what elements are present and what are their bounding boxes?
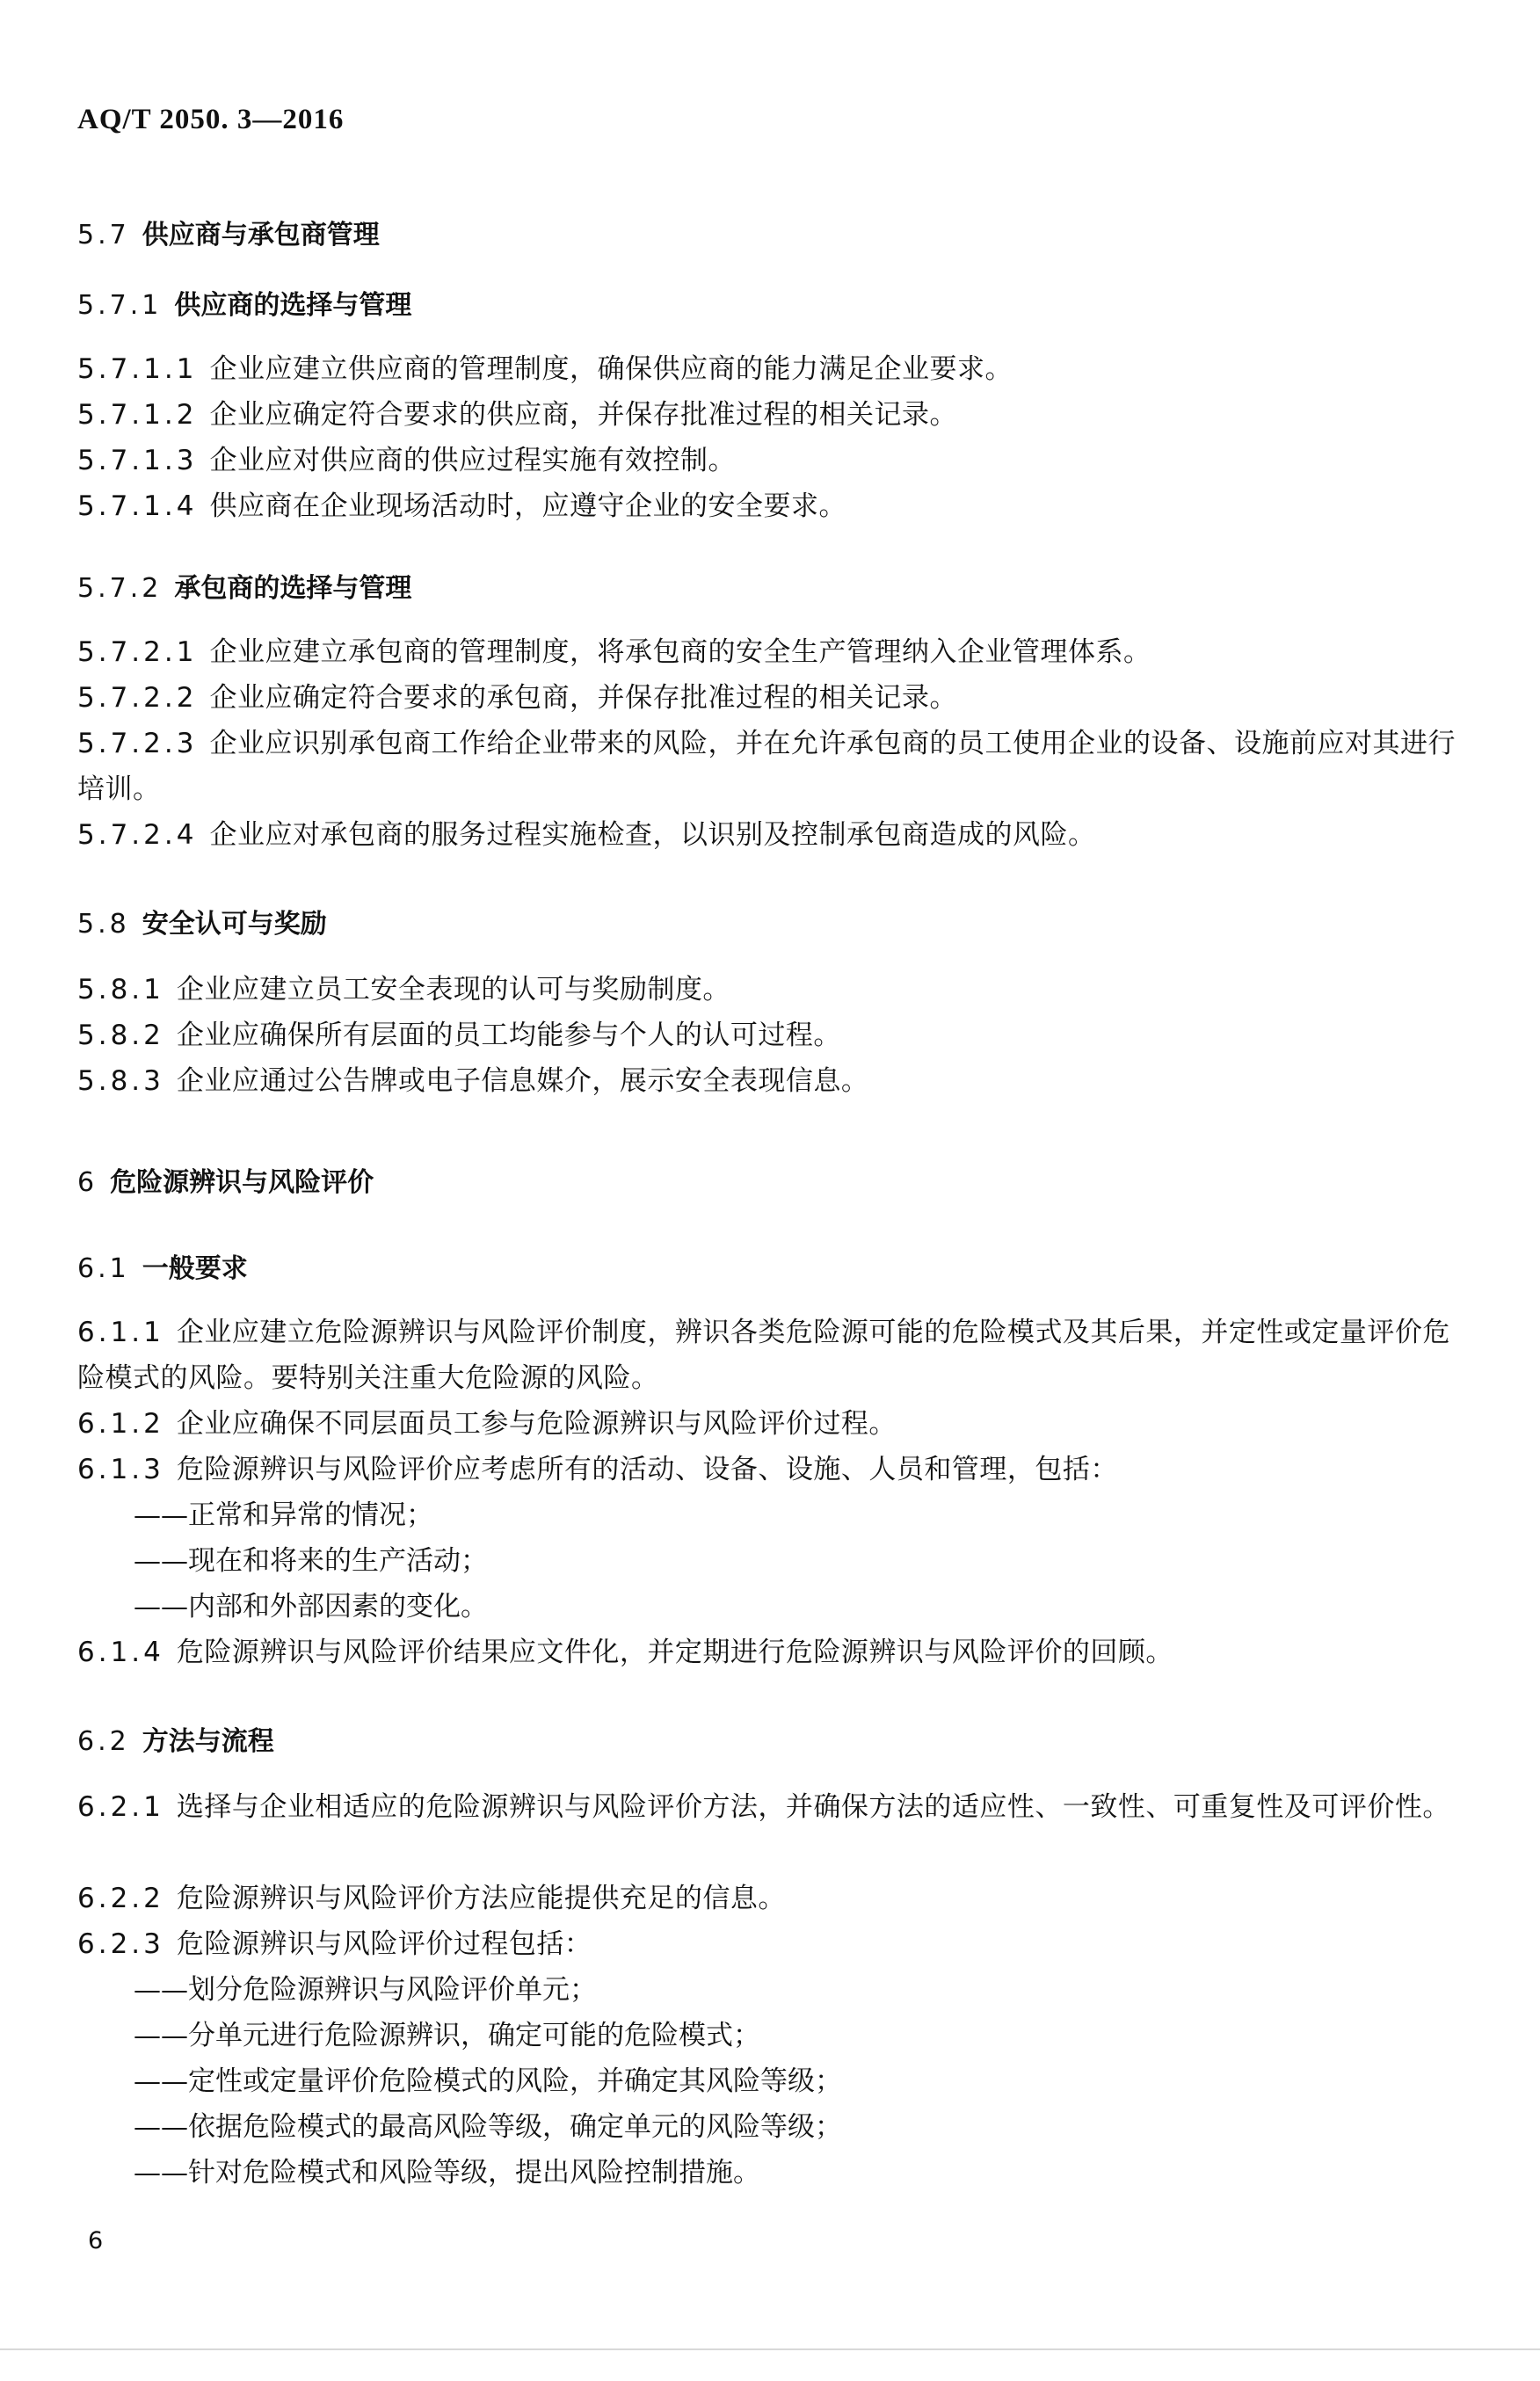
- clause-6-2-2: [77, 1876, 1456, 1921]
- clause-number: 5.7.1.1: [77, 353, 198, 385]
- clause-6-2-3: [77, 1921, 1456, 1967]
- clause-5-7-2-2: [77, 675, 1456, 721]
- clause-text: 企业应建立供应商的管理制度，确保供应商的能力满足企业要求。: [209, 353, 1013, 385]
- clause-text: 企业应建立承包商的管理制度，将承包商的安全生产管理纳入企业管理体系。: [209, 636, 1151, 668]
- bottom-divider: [0, 2348, 1540, 2350]
- clause-text: 企业应确定符合要求的供应商，并保存批准过程的相关记录。: [209, 399, 957, 431]
- clause-number: 6.2.2: [77, 1883, 164, 1914]
- heading-5-8: [77, 902, 1456, 940]
- clause-number: 6.1.2: [77, 1408, 164, 1440]
- clause-6-2-1: [77, 1784, 1456, 1830]
- clause-5-7-1-2: [77, 392, 1456, 438]
- clause-number: 6.2.3: [77, 1928, 164, 1960]
- page-number: 6: [88, 2227, 104, 2254]
- clause-text: 供应商在企业现场活动时，应遵守企业的安全要求。: [209, 490, 846, 522]
- list-item: ——定性或定量评价危险模式的风险，并确定其风险等级；: [134, 2065, 842, 2097]
- heading-6-1: [77, 1246, 1456, 1285]
- clause-5-8-3: [77, 1058, 1456, 1104]
- clause-text: 危险源辨识与风险评价结果应文件化，并定期进行危险源辨识与风险评价的回顾。: [176, 1637, 1173, 1668]
- standard-code: AQ/T 2050. 3—2016: [77, 104, 345, 135]
- heading-title: 安全认可与奖励: [142, 909, 327, 940]
- clause-number: 5.8.3: [77, 1065, 164, 1097]
- clause-number: 5.7.2.4: [77, 819, 198, 851]
- list-item: ——现在和将来的生产活动；: [134, 1545, 488, 1577]
- heading-number: 5.7: [77, 220, 130, 250]
- clause-text: 企业应建立危险源辨识与风险评价制度，辨识各类危险源可能的危险模式及其后果，并定性或定量评价危险模式的风险。要特别关注重大危险源的风险。: [77, 1317, 1450, 1394]
- list-item: ——分单元进行危险源辨识，确定可能的危险模式；: [134, 2020, 760, 2051]
- clause-number: 5.7.1.3: [77, 445, 198, 476]
- heading-title: 方法与流程: [142, 1726, 274, 1757]
- clause-number: 5.7.1.4: [77, 490, 198, 522]
- list-item: ——划分危险源辨识与风险评价单元；: [134, 1974, 597, 2006]
- clause-number: 5.7.2.3: [77, 728, 198, 759]
- heading-number: 6: [77, 1167, 98, 1198]
- clause-number: 6.1.3: [77, 1454, 164, 1485]
- clause-5-7-2-3: [77, 721, 1456, 812]
- clause-6-1-1: [77, 1310, 1456, 1401]
- clause-5-8-2: [77, 1013, 1456, 1058]
- heading-title: 一般要求: [142, 1253, 248, 1284]
- clause-number: 5.8.1: [77, 974, 164, 1005]
- clause-text: 危险源辨识与风险评价过程包括：: [176, 1928, 592, 1960]
- heading-6-2: [77, 1719, 1456, 1758]
- clause-number: 6.1.4: [77, 1637, 164, 1668]
- clause-5-7-1-3: [77, 438, 1456, 483]
- heading-5-7: [77, 213, 1456, 251]
- list-item: ——正常和异常的情况；: [134, 1499, 433, 1531]
- list-item: ——依据危险模式的最高风险等级，确定单元的风险等级；: [134, 2111, 842, 2143]
- clause-6-1-3: [77, 1447, 1456, 1492]
- clause-5-7-1-1: [77, 346, 1456, 392]
- heading-title: 供应商与承包商管理: [142, 220, 380, 250]
- clause-text: 企业应建立员工安全表现的认可与奖励制度。: [176, 974, 730, 1005]
- heading-title: 承包商的选择与管理: [174, 573, 412, 604]
- clause-text: 企业应确保不同层面员工参与危险源辨识与风险评价过程。: [176, 1408, 897, 1440]
- clause-text: 企业应确保所有层面的员工均能参与个人的认可过程。: [176, 1020, 841, 1051]
- clause-number: 5.7.1.2: [77, 399, 198, 431]
- clause-text: 选择与企业相适应的危险源辨识与风险评价方法，并确保方法的适应性、一致性、可重复性及可评价性。: [176, 1791, 1450, 1823]
- clause-text: 企业应确定符合要求的承包商，并保存批准过程的相关记录。: [209, 682, 957, 714]
- clause-5-7-2-1: [77, 629, 1456, 675]
- clause-5-8-1: [77, 967, 1456, 1013]
- clause-6-1-4: [77, 1630, 1456, 1675]
- list-item: ——针对危险模式和风险等级，提出风险控制措施。: [134, 2157, 760, 2189]
- heading-number: 5.7.2: [77, 573, 163, 604]
- heading-number: 5.7.1: [77, 290, 163, 321]
- clause-number: 5.7.2.2: [77, 682, 198, 714]
- heading-number: 6.1: [77, 1253, 130, 1284]
- clause-5-7-1-4: [77, 483, 1456, 529]
- clause-number: 5.8.2: [77, 1020, 164, 1051]
- clause-6-1-2: [77, 1401, 1456, 1447]
- heading-title: 危险源辨识与风险评价: [110, 1167, 374, 1198]
- clause-text: 企业应识别承包商工作给企业带来的风险，并在允许承包商的员工使用企业的设备、设施前应对其进行培训。: [77, 728, 1456, 805]
- clause-text: 危险源辨识与风险评价应考虑所有的活动、设备、设施、人员和管理，包括：: [176, 1454, 1118, 1485]
- list-item: ——内部和外部因素的变化。: [134, 1591, 488, 1622]
- heading-number: 6.2: [77, 1726, 130, 1757]
- heading-5-7-1: [77, 283, 1456, 322]
- clause-text: 企业应对供应商的供应过程实施有效控制。: [209, 445, 736, 476]
- heading-6: [77, 1160, 1456, 1199]
- heading-5-7-2: [77, 566, 1456, 605]
- clause-5-7-2-4: [77, 812, 1456, 858]
- heading-number: 5.8: [77, 909, 130, 940]
- clause-number: 6.1.1: [77, 1317, 164, 1348]
- clause-text: 危险源辨识与风险评价方法应能提供充足的信息。: [176, 1883, 786, 1914]
- clause-number: 5.7.2.1: [77, 636, 198, 668]
- clause-text: 企业应对承包商的服务过程实施检查，以识别及控制承包商造成的风险。: [209, 819, 1096, 851]
- clause-number: 6.2.1: [77, 1791, 164, 1823]
- heading-title: 供应商的选择与管理: [174, 290, 412, 321]
- clause-text: 企业应通过公告牌或电子信息媒介，展示安全表现信息。: [176, 1065, 869, 1097]
